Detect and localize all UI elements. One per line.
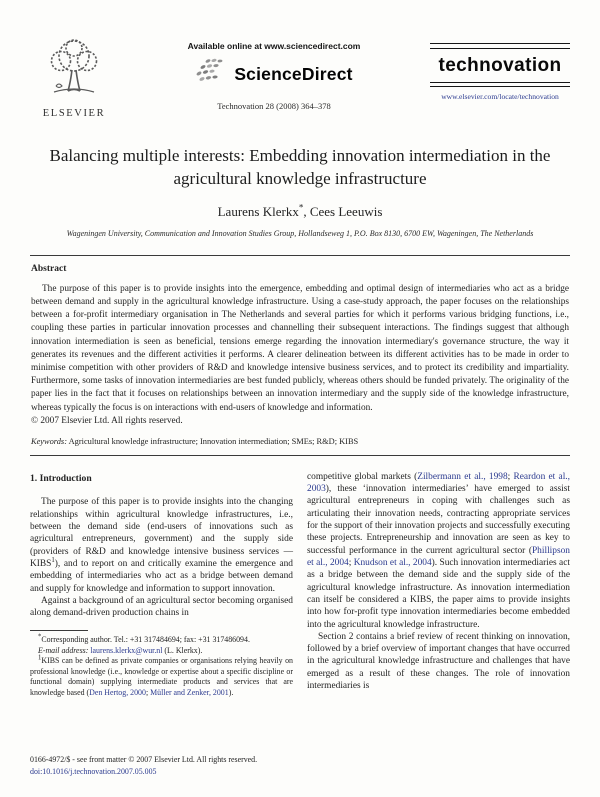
intro-paragraph-1 bbox=[30, 496, 293, 595]
text-segment: Section 2 contains a brief review of recent thinking on innovation, followed by a brief overview of important changes that have occurred in the agricultural knowledge infrastructure and challenges that have emerged as a result of these changes. The role of innovation intermediaries is bbox=[307, 631, 570, 692]
footnote-block bbox=[30, 630, 293, 698]
intro-paragraph-2 bbox=[30, 595, 293, 620]
body-columns bbox=[30, 471, 570, 699]
text-segment: Against a background of an agricultural sector becoming organised along demand-driven production chains in bbox=[30, 595, 293, 619]
doi-link[interactable]: doi:10.1016/j.technovation.2007.05.005 bbox=[30, 766, 157, 776]
authors-line bbox=[30, 204, 570, 220]
copyright-line: © 2007 Elsevier Ltd. All rights reserved. bbox=[31, 415, 183, 426]
footnote-kibs-definition bbox=[30, 656, 293, 698]
sciencedirect-logo[interactable] bbox=[195, 58, 352, 90]
text-segment: (L. Klerkx). bbox=[162, 645, 203, 655]
footnote-email bbox=[30, 646, 293, 657]
text-segment: * bbox=[38, 633, 42, 641]
elsevier-logo bbox=[30, 36, 118, 119]
citation-link[interactable]: Müller and Zenker, 2001 bbox=[150, 687, 229, 697]
text-segment: 1 bbox=[51, 556, 55, 564]
citation-link[interactable]: Zilbermann et al., 1998 bbox=[417, 471, 508, 482]
keywords-list: Agricultural knowledge infrastructure; Innovation intermediation; SMEs; R&D; KIBS bbox=[66, 436, 359, 446]
keywords-label: Keywords: bbox=[31, 436, 67, 446]
text-segment: ; bbox=[145, 687, 151, 697]
text-segment: ). bbox=[228, 687, 234, 697]
citation-link[interactable]: Den Hertog, 2000 bbox=[89, 687, 146, 697]
right-column bbox=[307, 471, 570, 699]
available-online-link[interactable]: Available online at www.sciencedirect.com bbox=[187, 41, 361, 51]
footnote-corresponding-author bbox=[30, 635, 293, 646]
corresponding-author-marker: * bbox=[298, 202, 304, 213]
text-segment: ), these ‘innovation intermediaries’ have emerged to assist agricultural entrepreneurs in coping with challenges such as articulating their innovation needs, contracting appropriate services for the support of their innovation projects and successfully executing these projects. Entrepreneurship and innovation are seen as key to successful performance in the current agricultural sector ( bbox=[307, 484, 570, 556]
abstract-heading: Abstract bbox=[31, 263, 67, 274]
intro-paragraph-3 bbox=[307, 471, 570, 631]
footnotes bbox=[30, 635, 293, 698]
footnote-rule bbox=[30, 630, 88, 631]
text-segment: ), and to report on and critically examine the emergence and embedding of intermediaries who act as a bridge between demand and supply for knowledge and information to support innovation. bbox=[30, 558, 293, 594]
text-segment: ; bbox=[348, 557, 354, 568]
text-segment: ; bbox=[507, 471, 514, 482]
sciencedirect-wordmark: ScienceDirect bbox=[234, 63, 353, 84]
citation-link[interactable]: Knudson et al., 2004 bbox=[353, 557, 432, 568]
text-segment: 1 bbox=[38, 654, 42, 662]
text-segment: Corresponding author. Tel.: +31 317484694; fax: +31 317486094. bbox=[41, 635, 250, 645]
elsevier-tree-icon bbox=[42, 89, 106, 106]
text-segment: E-mail address: bbox=[38, 645, 91, 655]
author-1: Laurens Klerkx bbox=[217, 203, 299, 219]
journal-wordmark: technovation bbox=[438, 54, 562, 76]
section-heading-introduction: 1. Introduction bbox=[30, 472, 92, 484]
page-header bbox=[30, 36, 570, 119]
keywords-line bbox=[31, 437, 569, 446]
author-2: , Cees Leeuwis bbox=[303, 203, 383, 219]
abstract-text: The purpose of this paper is to provide insights into the emergence, embedding and optimal design of intermediaries who act as a bridge between demand and supply in the agricultural knowledge infrastructure. Using a case-study approach, the paper focuses on the relationships between a for-profit intermediary organisation in The Netherlands and several parties for which it performs various bridging functions, i.e., coupling these parties in particular innovation processes and channelling their subsequent interactions. The findings suggest that although innovation intermediation is seen as beneficial, tensions emerge regarding the innovation intermediary's governance structure, the way it generates its revenues and the different activities it performs. A clearer delineation between its different activities has to be made in order to minimise competition with other providers of R&D and knowledge intensive business services, and to protect its credibility and impartiality. Furthermore, some tasks of innovation intermediaries are best funded publicly, whereas others should be funded privately. The originality of the paper lies in the fact that it focuses on relationships between an innovation intermediary and the supply side of the knowledge infrastructure, whereas typically the focus is on interactions with end-users of knowledge and information. bbox=[31, 283, 569, 413]
text-segment: ). Such innovation intermediaries act as a bridge between the demand side and the supply side of the agricultural knowledge infrastructure. As innovation intermediation can itself be considered a KIBS, the paper aims to provide insights into how for-profit type innovation intermediaries become embedded into the agricultural knowledge infrastructure. bbox=[307, 557, 570, 630]
journal-citation: Technovation 28 (2008) 364–378 bbox=[217, 101, 331, 111]
sciencedirect-block bbox=[118, 36, 430, 111]
journal-homepage-link[interactable]: www.elsevier.com/locate/technovation bbox=[441, 92, 559, 101]
text-segment: The purpose of this paper is to provide insights into the changing relationships within agricultural knowledge infrastructures, i.e., between the demand side (end-users of innovations such as agricultural entrepreneurs, government) and the supply side (providers of R&D and knowledge intensive business services — KIBS bbox=[30, 497, 293, 569]
text-segment: KIBS can be defined as private companies or organisations relying heavily on professional knowledge (i.e., knowledge or expertise about a specific discipline or functional domain) supplying intermediate products and services that are knowledge based ( bbox=[30, 656, 293, 697]
left-column bbox=[30, 471, 293, 699]
affiliation: Wageningen University, Communication and Innovation Studies Group, Hollandseweg 1, P.O. Box 8130, 6700 EW, Wageningen, The Netherlands bbox=[66, 228, 534, 238]
issn-copyright-line: 0166-4972/$ - see front matter © 2007 Elsevier Ltd. All rights reserved. bbox=[30, 755, 258, 765]
double-rule-bottom bbox=[430, 82, 570, 88]
citation-link[interactable]: laurens.klerkx@wur.nl bbox=[90, 645, 163, 655]
page-footer bbox=[30, 754, 257, 777]
elsevier-wordmark: ELSEVIER bbox=[42, 108, 106, 119]
journal-logo-block bbox=[430, 36, 570, 101]
text-segment: competitive global markets ( bbox=[307, 471, 418, 482]
paper-title: Balancing multiple interests: Embedding innovation intermediation in the agricultural knowledge infrastructure bbox=[49, 146, 551, 188]
intro-paragraph-4 bbox=[307, 631, 570, 693]
sciencedirect-dots-icon bbox=[195, 58, 231, 90]
abstract-section bbox=[30, 255, 570, 456]
citation-link[interactable]: Reardon et al., 2003 bbox=[307, 471, 570, 495]
citation-link[interactable]: Phillipson et al., 2004 bbox=[307, 545, 570, 568]
